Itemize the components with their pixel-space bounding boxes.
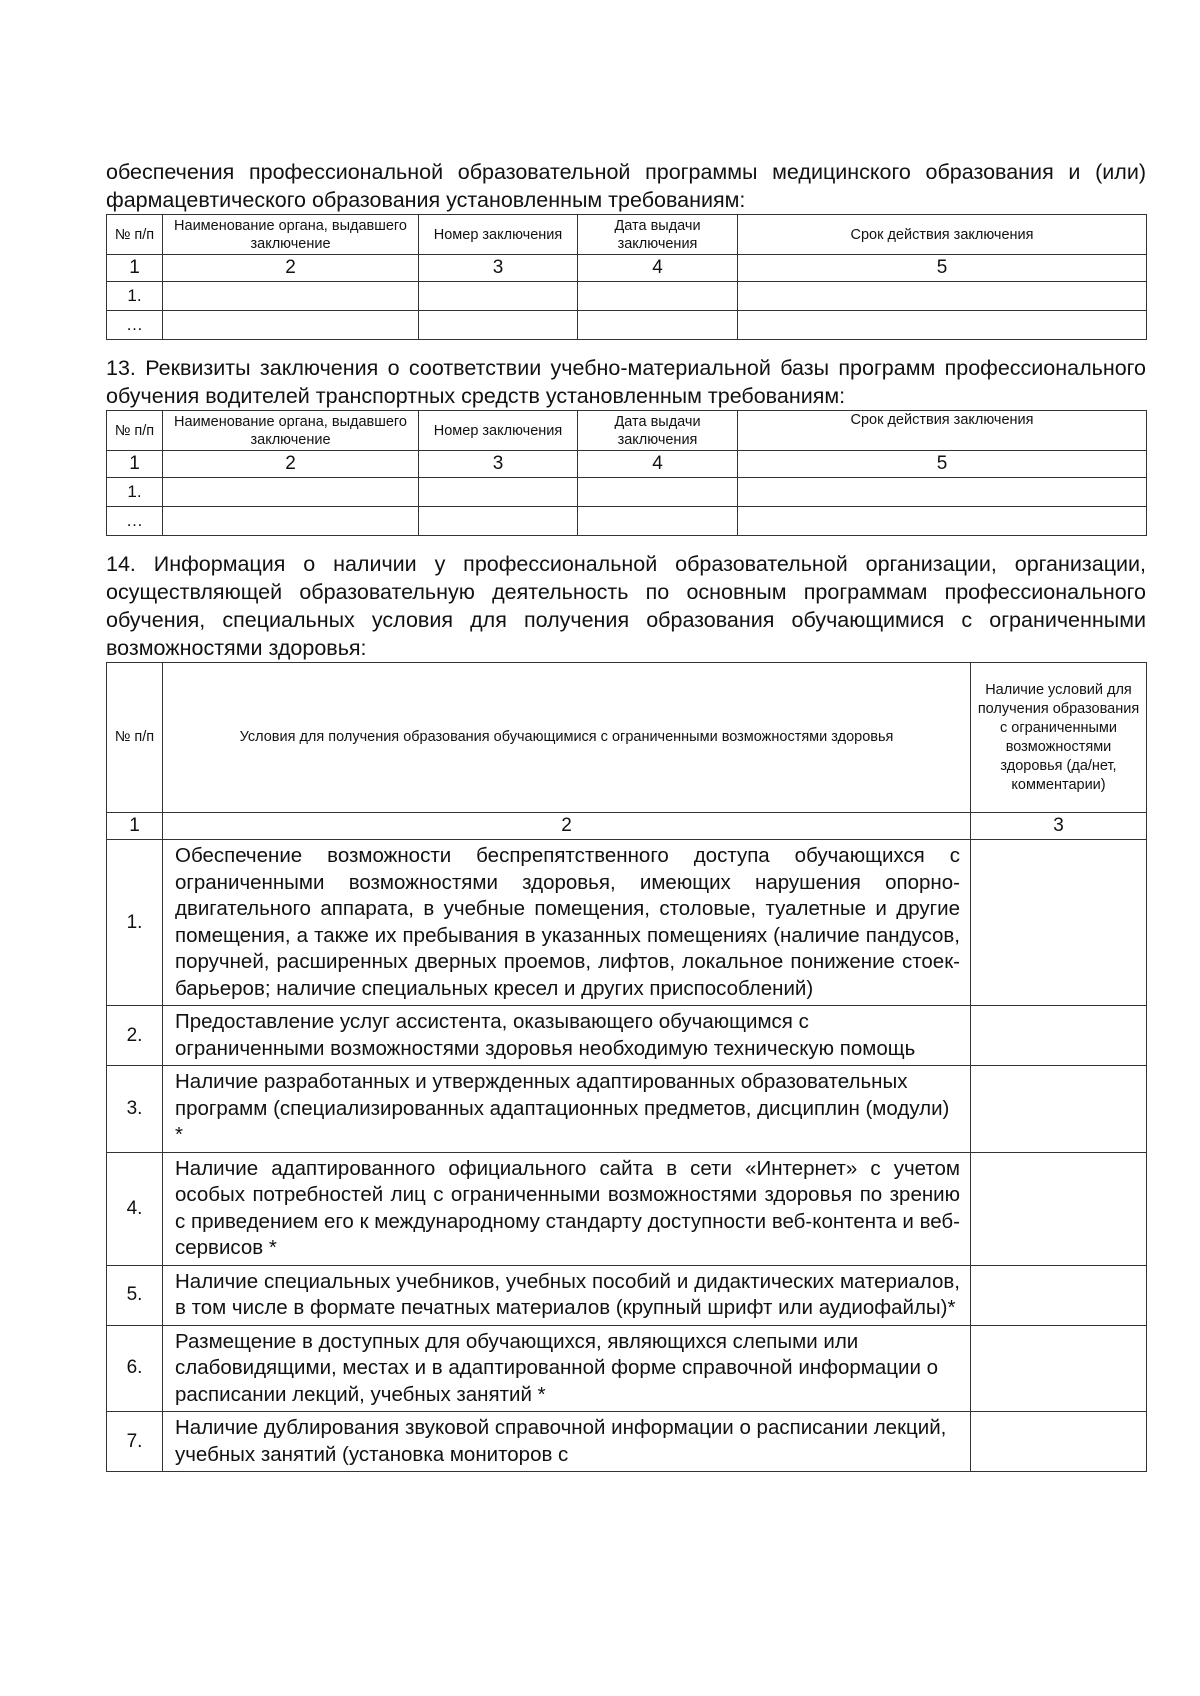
header-number: Номер заключения [419,215,578,255]
index-cell: 2 [163,255,419,282]
condition-text: Наличие разработанных и утвержденных адаптированных образовательных программ (специализированных адаптационных предметов, дисциплин (модули) * [163,1066,971,1153]
conclusion-table-1 [106,214,1147,340]
index-cell: 4 [578,451,738,478]
table-row [107,1006,1147,1066]
row-number: 5. [107,1265,163,1325]
table-cell [419,311,578,340]
table-cell [419,507,578,536]
table-row [107,1265,1147,1325]
condition-text: Наличие специальных учебников, учебных пособий и дидактических материалов, в том числе в формате печатных материалов (крупный шрифт или аудиофайлы)* [163,1265,971,1325]
index-cell: 3 [419,451,578,478]
table-row [107,1325,1147,1412]
index-cell: 2 [163,813,971,840]
index-cell: 3 [419,255,578,282]
availability-cell [971,1006,1147,1066]
spacer [106,536,1146,550]
index-cell: 1 [107,255,163,282]
table-cell [578,311,738,340]
row-number: 7. [107,1412,163,1472]
index-row [107,255,1147,282]
header-num: № п/п [107,215,163,255]
table-cell [163,478,419,507]
table-row [107,507,1147,536]
table-cell [738,507,1147,536]
condition-text: Наличие адаптированного официального сайта в сети «Интернет» с учетом особых потребностей лиц с ограниченными возможностями здоровья по зрению с приведением его к международному стандарту доступности веб-контента и веб-сервисов * [163,1152,971,1265]
conclusion-table-2 [106,410,1147,536]
row-number: 3. [107,1066,163,1153]
table-cell [738,311,1147,340]
table-cell [578,282,738,311]
index-cell: 3 [971,813,1147,840]
condition-text: Наличие дублирования звуковой справочной информации о расписании лекций, учебных занятий (установка мониторов с [163,1412,971,1472]
availability-cell [971,1152,1147,1265]
index-cell: 5 [738,451,1147,478]
table-cell [163,311,419,340]
table-row [107,1066,1147,1153]
header-term: Срок действия заключения [738,215,1147,255]
header-availability: Наличие условий для получения образования с ограниченными возможностями здоровья (да/нет, комментарии) [971,663,1147,813]
header-num: № п/п [107,663,163,813]
table-cell [419,282,578,311]
table-row [107,1412,1147,1472]
row-number: 4. [107,1152,163,1265]
table-row [107,311,1147,340]
section-14-paragraph: 14. Информация о наличии у профессиональной образовательной организации, организации, осуществляющей образовательную деятельность по основным программам профессионального обучения, специальных условия для получения образования обучающимися с ограниченными возможностями здоровья: [106,552,1146,660]
condition-text: Предоставление услуг ассистента, оказывающего обучающимся с ограниченными возможностями здоровья необходимую техническую помощь [163,1006,971,1066]
availability-cell [971,1265,1147,1325]
table-row [107,840,1147,1006]
header-date: Дата выдачи заключения [578,215,738,255]
availability-cell [971,1066,1147,1153]
header-organ: Наименование органа, выдавшего заключение [163,411,419,451]
header-date: Дата выдачи заключения [578,411,738,451]
table-cell [578,507,738,536]
header-organ: Наименование органа, выдавшего заключение [163,215,419,255]
condition-text: Обеспечение возможности беспрепятственного доступа обучающихся с ограниченными возможностями здоровья, имеющих нарушения опорно-двигательного аппарата, в учебные помещения, столовые, туалетные и другие помещения, а также их пребывания в указанных помещениях (наличие пандусов, поручней, расширенных дверных проемов, лифтов, локальное понижение стоек-барьеров; наличие специальных кресел и других приспособлений) [163,840,971,1006]
index-cell: 1 [107,813,163,840]
row-number: 2. [107,1006,163,1066]
intro-paragraph: обеспечения профессиональной образовательной программы медицинского образования и (или) фармацевтического образования установленным требованиям: [106,160,1146,212]
section-13-paragraph: 13. Реквизиты заключения о соответствии учебно-материальной базы программ профессионального обучения водителей транспортных средств установленным требованиям: [106,356,1146,408]
header-number: Номер заключения [419,411,578,451]
index-cell: 5 [738,255,1147,282]
table-cell [419,478,578,507]
index-cell: 2 [163,451,419,478]
conditions-table [106,662,1147,1472]
row-number: 1. [107,282,163,311]
table-cell [163,507,419,536]
table-cell [578,478,738,507]
spacer [106,340,1146,354]
table-cell [738,478,1147,507]
table-cell [163,282,419,311]
row-number: 1. [107,478,163,507]
availability-cell [971,1412,1147,1472]
availability-cell [971,840,1147,1006]
row-number: … [107,507,163,536]
index-row [107,451,1147,478]
row-number: 6. [107,1325,163,1412]
availability-cell [971,1325,1147,1412]
row-number: … [107,311,163,340]
table-row [107,478,1147,507]
header-term: Срок действия заключения [738,411,1147,451]
row-number: 1. [107,840,163,1006]
table-header-row [107,663,1147,813]
index-cell: 4 [578,255,738,282]
document-content [106,158,1146,1472]
table-header-row [107,411,1147,451]
table-cell [738,282,1147,311]
header-num: № п/п [107,411,163,451]
index-row [107,813,1147,840]
index-cell: 1 [107,451,163,478]
table-row [107,1152,1147,1265]
table-header-row [107,215,1147,255]
table-row [107,282,1147,311]
condition-text: Размещение в доступных для обучающихся, являющихся слепыми или слабовидящими, местах и в адаптированной форме справочной информации о расписании лекций, учебных занятий * [163,1325,971,1412]
header-conditions: Условия для получения образования обучающимися с ограниченными возможностями здоровья [163,663,971,813]
